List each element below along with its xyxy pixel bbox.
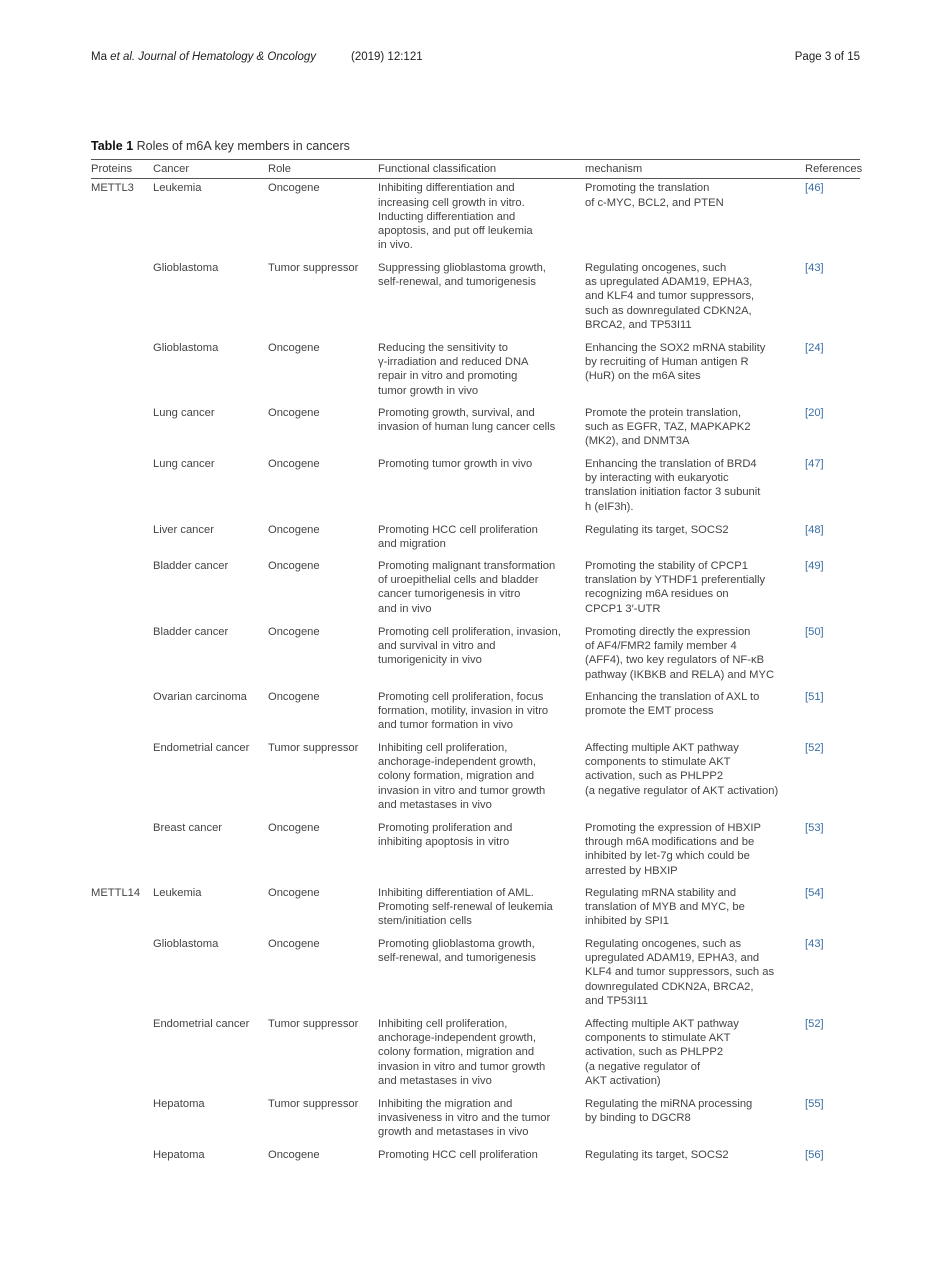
table-row: [91, 688, 860, 739]
reference-link[interactable]: [51]: [805, 690, 824, 703]
protein-cell: [91, 1015, 153, 1095]
author-name: Ma: [91, 51, 111, 63]
table-title: Roles of m6A key members in cancers: [133, 139, 350, 153]
functional-cell: Promoting glioblastoma growth, self-renewal, and tumorigenesis: [378, 937, 536, 965]
protein-cell: [91, 688, 153, 739]
role-cell: Tumor suppressor: [268, 261, 359, 274]
role-cell: Oncogene: [268, 821, 320, 834]
table-row: [91, 819, 860, 884]
reference-link[interactable]: [56]: [805, 1148, 824, 1161]
reference-link[interactable]: [55]: [805, 1097, 824, 1110]
cancer-cell: Glioblastoma: [153, 937, 219, 950]
header-mechanism: mechanism: [585, 160, 805, 179]
cancer-cell: Bladder cancer: [153, 625, 229, 638]
reference-link[interactable]: [52]: [805, 1017, 824, 1030]
functional-cell: Suppressing glioblastoma growth, self-renewal, and tumorigenesis: [378, 261, 546, 289]
mechanism-cell: Regulating oncogenes, such as upregulated ADAM19, EPHA3, and KLF4 and tumor suppressors, such as downregulated CDKN2A, BRCA2, and TP53I11: [585, 937, 775, 1007]
cancer-cell: Glioblastoma: [153, 341, 219, 354]
functional-cell: Promoting tumor growth in vivo: [378, 457, 533, 470]
protein-cell: [91, 259, 153, 339]
functional-cell: Promoting proliferation and inhibiting apoptosis in vitro: [378, 821, 513, 849]
functional-cell: Inhibiting cell proliferation, anchorage-independent growth, colony formation, migration and invasion in vitro and tumor growth and metastases in vivo: [378, 1017, 546, 1087]
reference-link[interactable]: [43]: [805, 937, 824, 950]
reference-link[interactable]: [24]: [805, 341, 824, 354]
role-cell: Oncogene: [268, 937, 320, 950]
cancer-cell: Endometrial cancer: [153, 741, 250, 754]
table-row: [91, 259, 860, 339]
protein-cell: [91, 339, 153, 404]
protein-cell: [91, 1146, 153, 1170]
mechanism-cell: Affecting multiple AKT pathway components to stimulate AKT activation, such as PHLPP2 (a negative regulator of AKT activation): [585, 741, 779, 797]
mechanism-cell: Promoting the translation of c-MYC, BCL2, and PTEN: [585, 182, 724, 209]
table-caption: [91, 139, 350, 153]
running-header: [91, 51, 860, 67]
table-row: [91, 521, 860, 557]
role-cell: Oncogene: [268, 523, 320, 536]
cancer-cell: Lung cancer: [153, 457, 215, 470]
table-row: [91, 739, 860, 819]
reference-link[interactable]: [46]: [805, 182, 824, 195]
mechanism-cell: Enhancing the SOX2 mRNA stability by recruiting of Human antigen R (HuR) on the m6A sites: [585, 341, 766, 383]
functional-cell: Promoting malignant transformation of uroepithelial cells and bladder cancer tumorigenesis in vitro and in vivo: [378, 559, 556, 615]
mechanism-cell: Enhancing the translation of AXL to promote the EMT process: [585, 690, 760, 718]
mechanism-cell: Affecting multiple AKT pathway components to stimulate AKT activation, such as PHLPP2 (a negative regulator of AKT activation): [585, 1017, 739, 1087]
role-cell: Tumor suppressor: [268, 1097, 359, 1110]
reference-link[interactable]: [49]: [805, 559, 824, 572]
mechanism-cell: Regulating oncogenes, such as upregulated ADAM19, EPHA3, and KLF4 and tumor suppressors, such as downregulated CDKN2A, BRCA2, and TP53I11: [585, 261, 755, 331]
table-row: [91, 404, 860, 455]
table-row: [91, 1095, 860, 1146]
header-references: References: [805, 160, 860, 179]
table-row: [91, 1015, 860, 1095]
mechanism-cell: Regulating its target, SOCS2: [585, 523, 729, 536]
table-header-row: [91, 160, 860, 179]
mechanism-cell: Promoting the stability of CPCP1 translation by YTHDF1 preferentially recognizing m6A residues on CPCP1 3′-UTR: [585, 559, 766, 615]
protein-cell: [91, 557, 153, 623]
cancer-cell: Endometrial cancer: [153, 1017, 250, 1030]
table-label: Table 1: [91, 139, 134, 153]
protein-cell: METTL3: [91, 182, 134, 195]
header-cancer: Cancer: [153, 160, 268, 179]
table-row: [91, 339, 860, 404]
functional-cell: Inhibiting differentiation of AML. Promoting self-renewal of leukemia stem/initiation cells: [378, 886, 553, 928]
role-cell: Tumor suppressor: [268, 1017, 359, 1030]
functional-cell: Reducing the sensitivity to γ-irradiation and reduced DNA repair in vitro and promoting tumor growth in vivo: [378, 341, 529, 397]
protein-cell: [91, 935, 153, 1015]
cancer-cell: Liver cancer: [153, 523, 214, 536]
cancer-cell: Leukemia: [153, 886, 202, 899]
cancer-cell: Hepatoma: [153, 1148, 205, 1161]
protein-cell: [91, 521, 153, 557]
header-proteins: Proteins: [91, 160, 153, 179]
volume-info: (2019) 12:121: [351, 51, 423, 63]
reference-link[interactable]: [54]: [805, 886, 824, 899]
table-row: [91, 623, 860, 688]
role-cell: Oncogene: [268, 341, 320, 354]
role-cell: Oncogene: [268, 182, 320, 195]
mechanism-cell: Promoting the expression of HBXIP through m6A modifications and be inhibited by let-7g which could be arrested by HBXIP: [585, 821, 761, 877]
protein-cell: [91, 1095, 153, 1146]
protein-cell: [91, 819, 153, 884]
functional-cell: Promoting growth, survival, and invasion of human lung cancer cells: [378, 406, 556, 434]
role-cell: Tumor suppressor: [268, 741, 359, 754]
reference-link[interactable]: [48]: [805, 523, 824, 536]
mechanism-cell: Promoting directly the expression of AF4/FMR2 family member 4 (AFF4), two key regulators of NF-κB pathway (IKBKB and RELA) and MYC: [585, 625, 775, 681]
protein-cell: [91, 404, 153, 455]
functional-cell: Promoting cell proliferation, focus formation, motility, invasion in vitro and tumor formation in vivo: [378, 690, 549, 732]
role-cell: Oncogene: [268, 457, 320, 470]
table-row: [91, 935, 860, 1015]
table-row: [91, 557, 860, 623]
role-cell: Oncogene: [268, 406, 320, 419]
cancer-cell: Glioblastoma: [153, 261, 219, 274]
journal-citation: [91, 51, 316, 63]
functional-cell: Inhibiting differentiation and increasing cell growth in vitro. Inducting differentiation and apoptosis, and put off leukemia in vivo.: [378, 182, 533, 252]
header-functional: Functional classification: [378, 160, 585, 179]
reference-link[interactable]: [20]: [805, 406, 824, 419]
reference-link[interactable]: [43]: [805, 261, 824, 274]
mechanism-cell: Enhancing the translation of BRD4 by interacting with eukaryotic translation initiation factor 3 subunit h (eIF3h).: [585, 457, 761, 513]
protein-cell: [91, 455, 153, 521]
reference-link[interactable]: [47]: [805, 457, 824, 470]
header-role: Role: [268, 160, 378, 179]
role-cell: Oncogene: [268, 1148, 320, 1161]
table-row: [91, 1146, 860, 1170]
functional-cell: Promoting HCC cell proliferation and migration: [378, 523, 538, 551]
mechanism-cell: Regulating the miRNA processing by binding to DGCR8: [585, 1097, 753, 1125]
mechanism-cell: Regulating mRNA stability and translation of MYB and MYC, be inhibited by SPI1: [585, 886, 745, 928]
reference-link[interactable]: [53]: [805, 821, 824, 834]
role-cell: Oncogene: [268, 886, 320, 899]
protein-cell: [91, 623, 153, 688]
functional-cell: Inhibiting the migration and invasiveness in vitro and the tumor growth and metastases in vivo: [378, 1097, 551, 1139]
protein-cell: METTL14: [91, 886, 141, 899]
cancer-cell: Lung cancer: [153, 406, 215, 419]
role-cell: Oncogene: [268, 559, 320, 572]
table-body: [91, 179, 860, 1170]
role-cell: Oncogene: [268, 690, 320, 703]
reference-link[interactable]: [52]: [805, 741, 824, 754]
cancer-cell: Hepatoma: [153, 1097, 205, 1110]
functional-cell: Promoting HCC cell proliferation: [378, 1148, 538, 1161]
mechanism-cell: Regulating its target, SOCS2: [585, 1148, 729, 1161]
protein-cell: [91, 739, 153, 819]
page-number: Page 3 of 15: [794, 51, 860, 63]
cancer-cell: Ovarian carcinoma: [153, 690, 247, 703]
table-row: [91, 179, 860, 259]
cancer-cell: Bladder cancer: [153, 559, 229, 572]
m6a-roles-table: [91, 159, 863, 1170]
cancer-cell: Leukemia: [153, 182, 202, 195]
functional-cell: Inhibiting cell proliferation, anchorage-independent growth, colony formation, migration and invasion in vitro and tumor growth and metastases in vivo: [378, 741, 546, 811]
mechanism-cell: Promote the protein translation, such as EGFR, TAZ, MAPKAPK2 (MK2), and DNMT3A: [585, 406, 751, 448]
table-row: [91, 455, 860, 521]
table-row: [91, 884, 860, 935]
journal-name: et al. Journal of Hematology & Oncology: [110, 51, 317, 63]
reference-link[interactable]: [50]: [805, 625, 824, 638]
cancer-cell: Breast cancer: [153, 821, 223, 834]
functional-cell: Promoting cell proliferation, invasion, and survival in vitro and tumorigenicity in vivo: [378, 625, 561, 667]
role-cell: Oncogene: [268, 625, 320, 638]
